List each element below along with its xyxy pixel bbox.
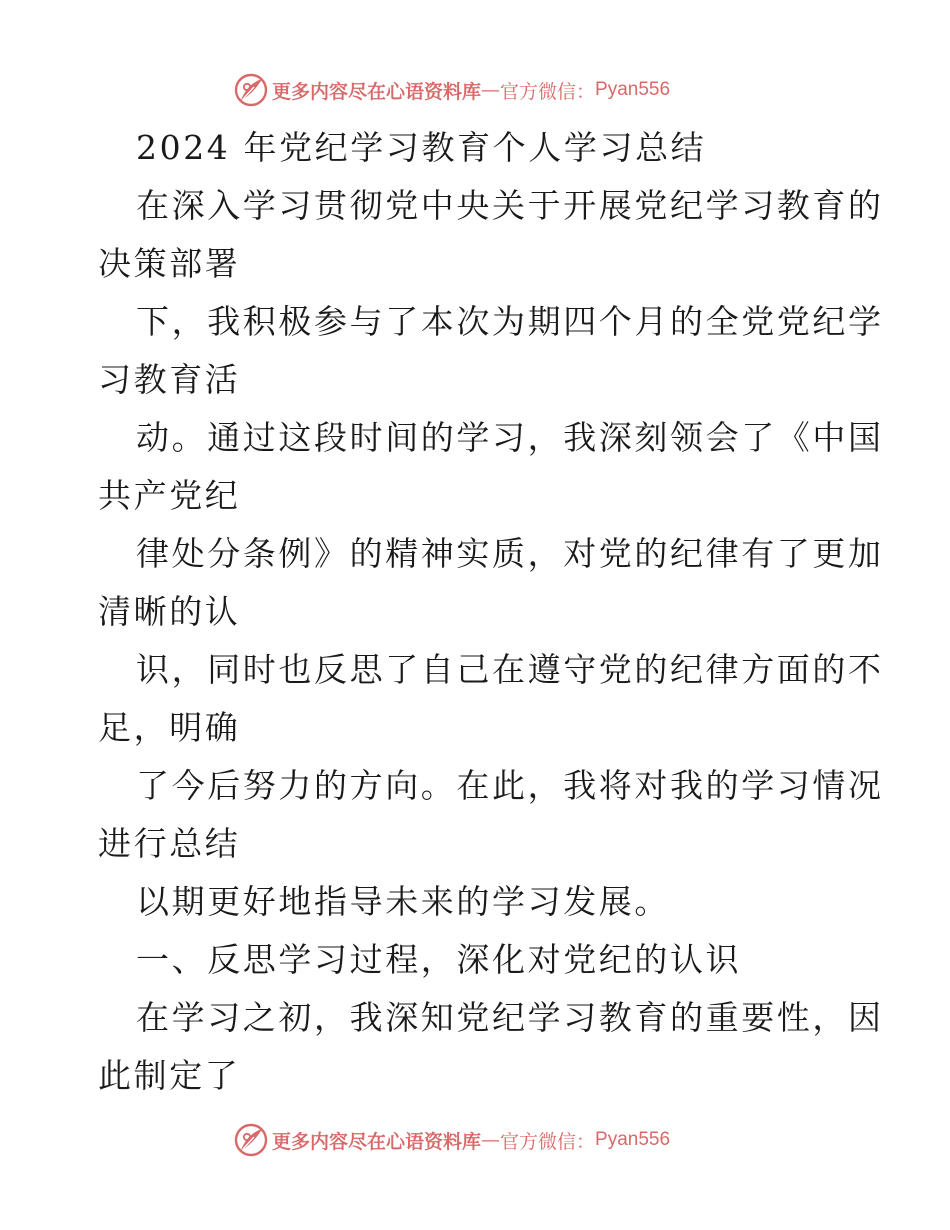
paragraph-line: 识，同时也反思了自己在遵守党的纪律方面的不 bbox=[136, 650, 884, 689]
quill-logo-icon bbox=[234, 1123, 268, 1157]
document-title: 2024 年党纪学习教育个人学习总结 bbox=[136, 128, 707, 167]
paragraph-line: 在学习之初，我深知党纪学习教育的重要性，因 bbox=[136, 998, 884, 1037]
watermark-dash: — bbox=[481, 1129, 501, 1151]
paragraph-line: 在深入学习贯彻党中央关于开展党纪学习教育的 bbox=[136, 186, 884, 225]
paragraph-line: 此制定了 bbox=[98, 1056, 241, 1095]
document-body bbox=[98, 119, 884, 1105]
quill-logo-icon bbox=[234, 73, 268, 107]
paragraph-line: 了今后努力的方向。在此，我将对我的学习情况 bbox=[136, 766, 884, 805]
watermark-text: 更多内容尽在心语资料库 bbox=[272, 80, 482, 103]
paragraph-line: 决策部署 bbox=[98, 244, 241, 283]
header-watermark bbox=[234, 72, 670, 108]
watermark-wechat-label: 官方微信： bbox=[500, 80, 596, 103]
paragraph-line: 进行总结 bbox=[98, 824, 241, 863]
watermark-text: 更多内容尽在心语资料库 bbox=[272, 1130, 482, 1153]
footer-watermark bbox=[234, 1122, 670, 1158]
paragraph-line: 下，我积极参与了本次为期四个月的全党党纪学 bbox=[136, 302, 884, 341]
watermark-dash: — bbox=[481, 79, 501, 101]
paragraph-line: 清晰的认 bbox=[98, 592, 241, 631]
paragraph-line: 以期更好地指导未来的学习发展。 bbox=[136, 882, 670, 921]
paragraph-line: 律处分条例》的精神实质，对党的纪律有了更加 bbox=[136, 534, 884, 573]
paragraph-line: 习教育活 bbox=[98, 360, 241, 399]
watermark-wechat-id: Pyan556 bbox=[595, 79, 671, 100]
watermark-wechat-id: Pyan556 bbox=[595, 1129, 671, 1150]
paragraph-line: 足，明确 bbox=[98, 708, 241, 747]
section-heading: 一、反思学习过程，深化对党纪的认识 bbox=[136, 940, 742, 979]
paragraph-line: 共产党纪 bbox=[98, 476, 241, 515]
paragraph-line: 动。通过这段时间的学习，我深刻领会了《中国 bbox=[136, 418, 884, 457]
watermark-wechat-label: 官方微信： bbox=[500, 1130, 596, 1153]
